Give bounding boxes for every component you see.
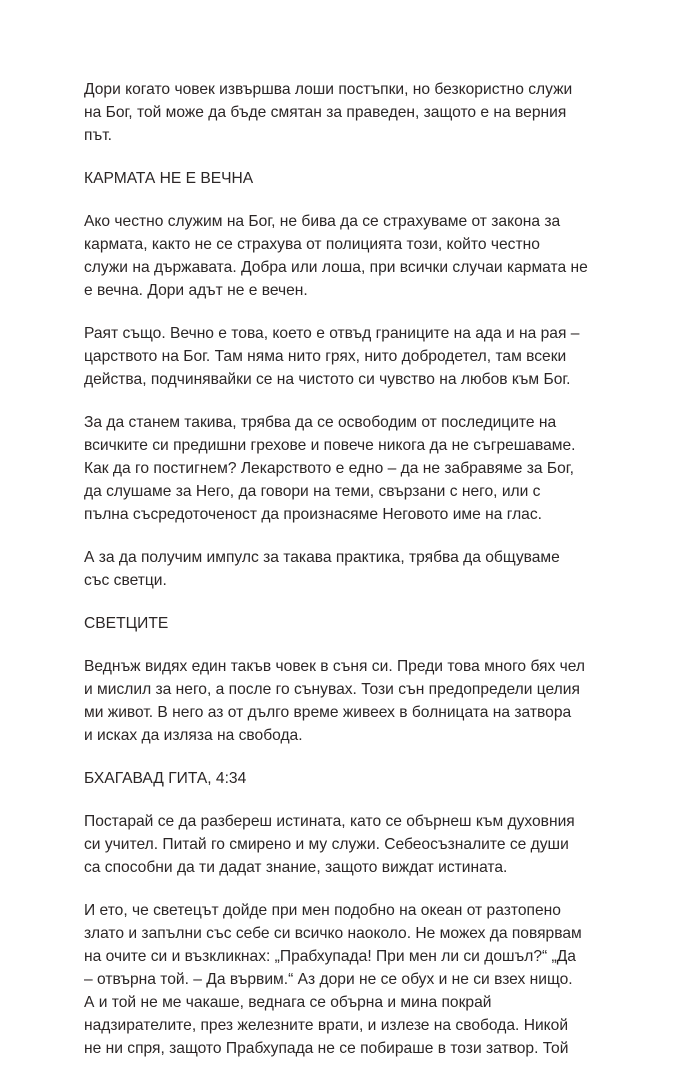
paragraph-line: Дори когато човек извършва лоши постъпки, но безкористно служи — [84, 81, 573, 98]
paragraph-line: на Бог, той може да бъде смятан за праведен, защото е на верния — [84, 104, 567, 121]
paragraph-line: не ни спря, защото Прабхупада не се побираше в този затвор. Той — [84, 1040, 569, 1057]
paragraph-line: ми живот. В него аз от дълго време живеех в болницата на затвора — [84, 704, 572, 721]
body-paragraph — [84, 78, 624, 147]
paragraph-line: Постарай се да разбереш истината, като се обърнеш към духовния — [84, 813, 575, 830]
body-paragraph — [84, 899, 624, 1060]
section-heading — [84, 612, 624, 635]
paragraph-line: – отвърна той. – Да вървим.“ Аз дори не се обух и не си взех нищо. — [84, 971, 573, 988]
paragraph-line: и исках да изляза на свобода. — [84, 727, 303, 744]
body-paragraph — [84, 210, 624, 302]
paragraph-line: със светци. — [84, 572, 167, 589]
paragraph-line: Ако честно служим на Бог, не бива да се страхуваме от закона за — [84, 213, 561, 230]
paragraph-line: служи на държавата. Добра или лоша, при всички случаи кармата не — [84, 259, 588, 276]
body-paragraph — [84, 546, 624, 592]
paragraph-line: А и той не ме чакаше, веднага се обърна и мина покрай — [84, 994, 492, 1011]
paragraph-line: да слушаме за Него, да говори на теми, свързани с него, или с — [84, 483, 541, 500]
paragraph-line: на очите си и възкликнах: „Прабхупада! При мен ли си дошъл?“ „Да — [84, 948, 576, 965]
paragraph-line: И ето, че светецът дойде при мен подобно на океан от разтопено — [84, 902, 561, 919]
heading-text: СВЕТЦИТЕ — [84, 615, 169, 632]
paragraph-line: е вечна. Дори адът не е вечен. — [84, 282, 308, 299]
body-paragraph — [84, 810, 624, 879]
paragraph-line: злато и запълни със себе си всичко наоколо. Не можех да повярвам — [84, 925, 582, 942]
paragraph-line: кармата, както не се страхува от полицията този, който честно — [84, 236, 540, 253]
paragraph-line: си учител. Питай го смирено и му служи. Себеосъзналите се души — [84, 836, 569, 853]
body-paragraph — [84, 655, 624, 747]
paragraph-line: действа, подчинявайки се на чистото си чувство на любов към Бог. — [84, 371, 571, 388]
paragraph-line: надзирателите, през железните врати, и излезе на свобода. Никой — [84, 1017, 569, 1034]
paragraph-line: пълна съсредоточеност да произнасяме Неговото име на глас. — [84, 506, 542, 523]
paragraph-line: Раят също. Вечно е това, което е отвъд границите на ада и на рая – — [84, 325, 580, 342]
paragraph-line: са способни да ти дадат знание, защото виждат истината. — [84, 859, 508, 876]
paragraph-line: царството на Бог. Там няма нито грях, нито добродетел, там всеки — [84, 348, 567, 365]
paragraph-line: Как да го постигнем? Лекарството е едно – да не забравяме за Бог, — [84, 460, 574, 477]
body-paragraph — [84, 322, 624, 391]
heading-text: КАРМАТА НЕ Е ВЕЧНА — [84, 170, 254, 187]
paragraph-line: А за да получим импулс за такава практика, трябва да общуваме — [84, 549, 560, 566]
paragraph-line: и мислил за него, а после го сънувах. Този сън предопредели целия — [84, 681, 580, 698]
section-heading — [84, 767, 624, 790]
paragraph-line: Веднъж видях един такъв човек в съня си. Преди това много бях чел — [84, 658, 585, 675]
paragraph-line: всичките си предишни грехове и повече никога да не съгрешаваме. — [84, 437, 576, 454]
body-paragraph — [84, 411, 624, 526]
heading-text: БХАГАВАД ГИТА, 4:34 — [84, 770, 247, 787]
paragraph-line: За да станем такива, трябва да се освободим от последиците на — [84, 414, 557, 431]
paragraph-line: път. — [84, 127, 112, 144]
section-heading — [84, 167, 624, 190]
page-body-text — [84, 78, 624, 1080]
